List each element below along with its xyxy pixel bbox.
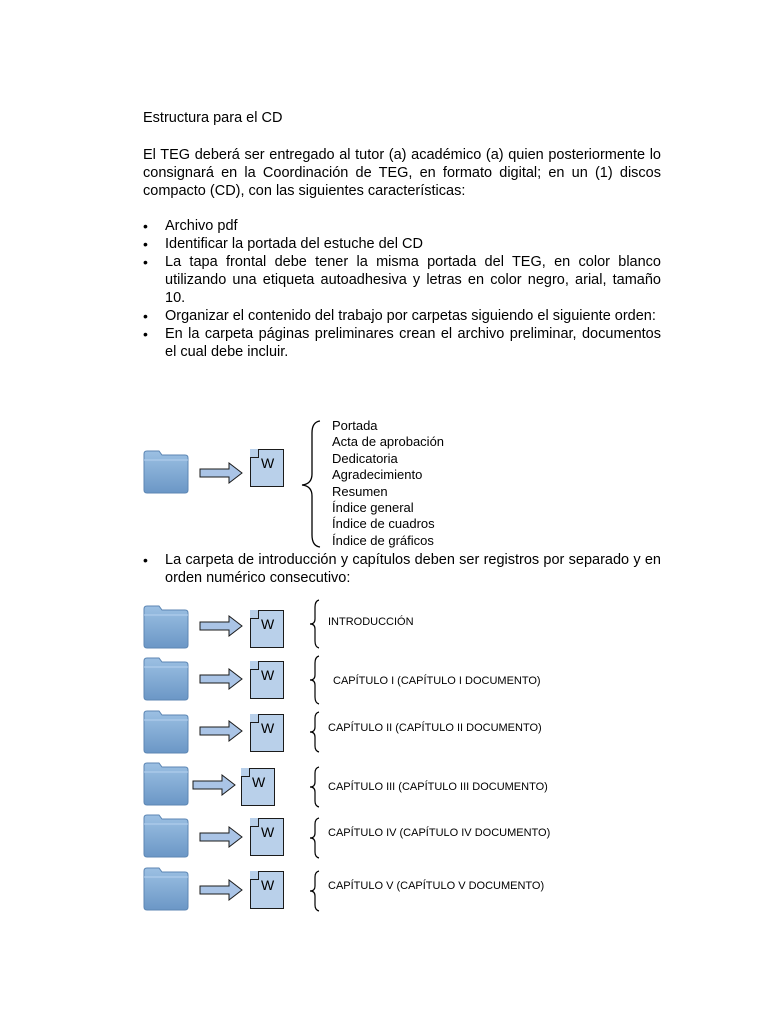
folder-icon xyxy=(143,762,189,806)
document-icon xyxy=(250,818,284,856)
folder-icon xyxy=(143,814,189,858)
list-item: Acta de aprobación xyxy=(332,434,445,450)
chapters-bullet: • La carpeta de introducción y capítulos deben ser registros por separado y en orden numérico consecutivo: xyxy=(143,551,661,587)
list-item: • Identificar la portada del estuche del CD xyxy=(143,235,661,253)
document-letter: W xyxy=(261,877,275,893)
brace-icon xyxy=(308,711,322,753)
arrow-right-icon xyxy=(192,774,236,796)
arrow-right-icon xyxy=(199,879,243,901)
intro-paragraph: El TEG deberá ser entregado al tutor (a) académico (a) quien posteriormente lo consignará en la Coordinación de TEG, en formato digital; en un (1) discos compacto (CD), con las siguientes características: xyxy=(143,147,661,199)
document-icon xyxy=(250,714,284,752)
list-item: Agradecimiento xyxy=(332,467,423,483)
folder-icon xyxy=(143,450,189,494)
arrow-right-icon xyxy=(199,826,243,848)
arrow-right-icon xyxy=(199,668,243,690)
document-letter: W xyxy=(261,616,275,632)
list-item: • Organizar el contenido del trabajo por carpetas siguiendo el siguiente orden: xyxy=(143,307,661,325)
brace-icon xyxy=(308,766,322,808)
brace-icon xyxy=(308,870,322,912)
arrow-right-icon xyxy=(199,720,243,742)
folder-icon xyxy=(143,710,189,754)
chapter-label: CAPÍTULO IV (CAPÍTULO IV DOCUMENTO) xyxy=(328,827,551,839)
arrow-right-icon xyxy=(199,462,243,484)
chapter-label: CAPÍTULO II (CAPÍTULO II DOCUMENTO) xyxy=(328,722,542,734)
document-letter: W xyxy=(261,824,275,840)
list-item: • La tapa frontal debe tener la misma portada del TEG, en color blanco utilizando una etiqueta autoadhesiva y letras en color negro, arial, tamaño 10. xyxy=(143,253,661,307)
document-icon xyxy=(250,871,284,909)
document-icon xyxy=(250,449,284,487)
chapter-label: CAPÍTULO I (CAPÍTULO I DOCUMENTO) xyxy=(333,675,541,687)
folder-icon xyxy=(143,657,189,701)
list-item: • Archivo pdf xyxy=(143,217,661,235)
document-icon xyxy=(241,768,275,806)
list-item: Resumen xyxy=(332,483,388,499)
document-title: Estructura para el CD xyxy=(143,110,283,126)
brace-icon xyxy=(308,817,322,859)
chapter-label: CAPÍTULO V (CAPÍTULO V DOCUMENTO) xyxy=(328,880,545,892)
requirements-list xyxy=(143,217,661,361)
arrow-right-icon xyxy=(199,615,243,637)
preliminary-items xyxy=(332,418,444,549)
list-item: Índice general xyxy=(332,500,414,516)
document-icon xyxy=(250,610,284,648)
document-icon xyxy=(250,661,284,699)
document-letter: W xyxy=(261,720,275,736)
brace-icon xyxy=(308,599,322,649)
list-item: • En la carpeta páginas preliminares crean el archivo preliminar, documentos el cual debe incluir. xyxy=(143,325,661,361)
list-item: Índice de gráficos xyxy=(332,532,434,548)
document-letter: W xyxy=(261,455,275,471)
folder-icon xyxy=(143,605,189,649)
brace-icon xyxy=(308,655,322,705)
document-letter: W xyxy=(252,774,266,790)
document-letter: W xyxy=(261,667,275,683)
list-item: Índice de cuadros xyxy=(332,516,435,532)
folder-icon xyxy=(143,867,189,911)
chapter-label: INTRODUCCIÓN xyxy=(328,616,414,628)
chapter-label: CAPÍTULO III (CAPÍTULO III DOCUMENTO) xyxy=(328,781,548,793)
list-item: Dedicatoria xyxy=(332,450,398,466)
brace-icon xyxy=(298,419,324,549)
list-item: Portada xyxy=(332,418,378,433)
